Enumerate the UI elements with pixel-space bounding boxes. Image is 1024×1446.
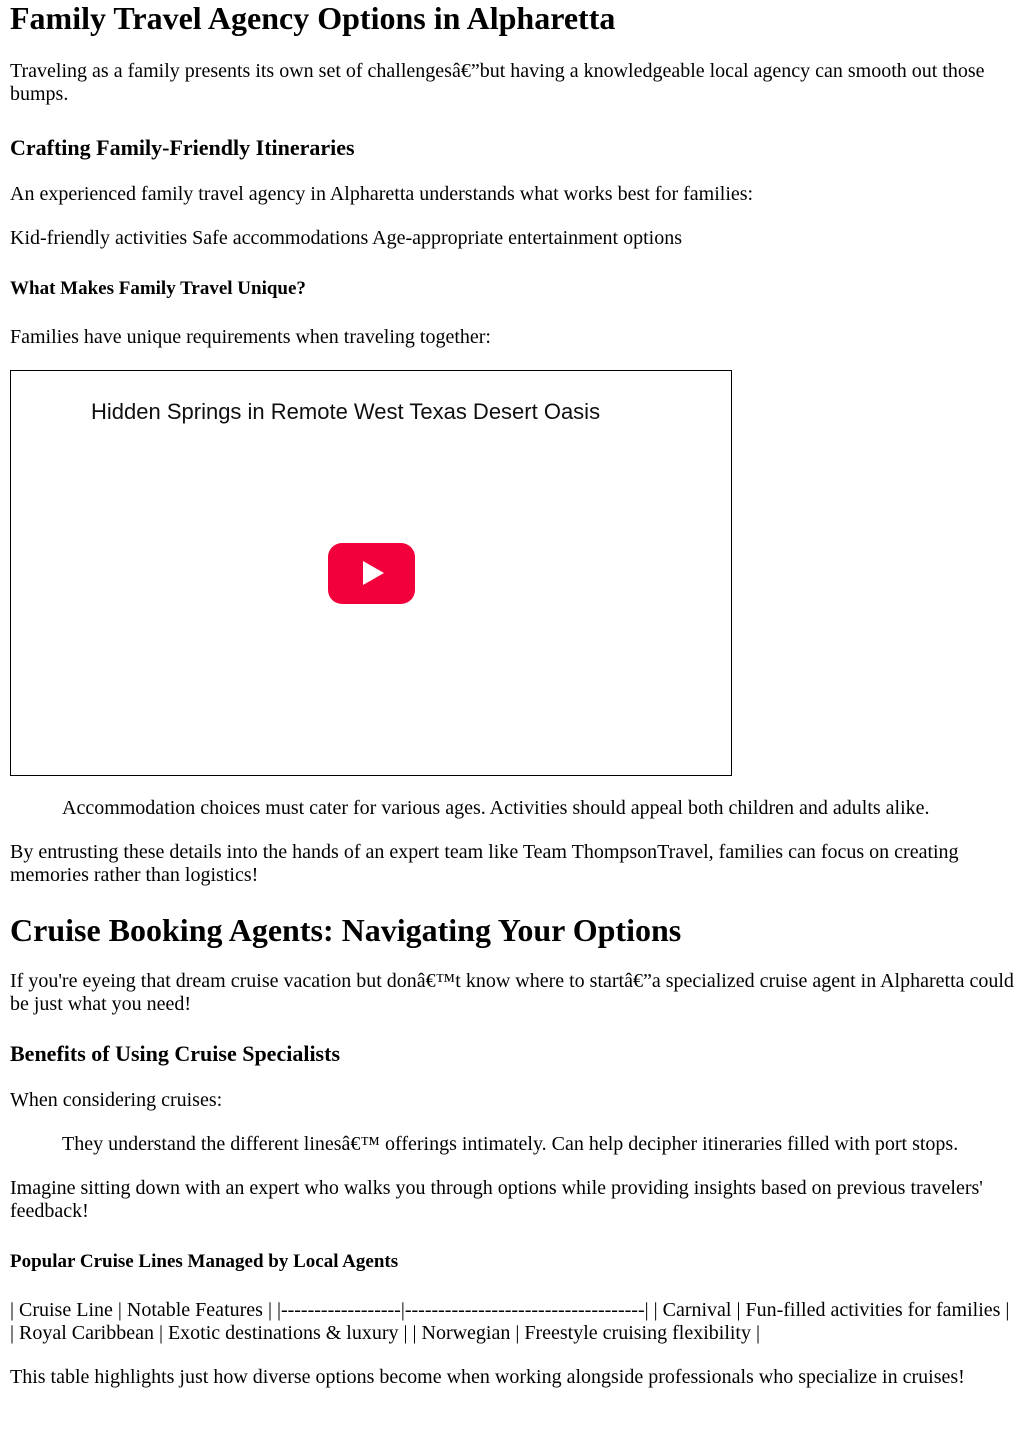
itineraries-lead: An experienced family travel agency in Alpharetta understands what works best for families: [10,183,754,205]
family-list-text: Kid-friendly activities Safe accommodations Age-appropriate entertainment options [10,227,683,249]
cruise-benefits-text: They understand the different linesâ€™ offerings intimately. Can help decipher itineraries filled with port stops. [62,1133,959,1155]
subheading-family-unique: What Makes Family Travel Unique? [10,278,306,299]
cruise-expert-paragraph: Imagine sitting down with an expert who walks you through options while providing insights based on previous travelers' feedback! [10,1177,983,1222]
subheading-popular-cruise-lines: Popular Cruise Lines Managed by Local Agents [10,1251,399,1272]
cruise-lead: When considering cruises: [10,1089,223,1111]
cruise-intro-paragraph: If you're eyeing that dream cruise vacation but donâ€™t know where to startâ€”a specialized cruise agent in Alpharetta could be just what you need! [10,970,1014,1015]
youtube-play-icon[interactable] [328,543,415,604]
section-heading-cruise-specialists: Benefits of Using Cruise Specialists [10,1041,340,1066]
page-title: Family Travel Agency Options in Alpharetta [10,0,616,36]
family-unique-lead: Families have unique requirements when traveling together: [10,326,491,348]
video-embed[interactable] [10,370,732,776]
family-closing-paragraph: By entrusting these details into the hands of an expert team like Team ThompsonTravel, families can focus on creating memories rather than logistics! [10,841,959,886]
video-title[interactable]: Hidden Springs in Remote West Texas Desert Oasis [91,399,601,424]
intro-paragraph: Traveling as a family presents its own set of challengesâ€”but having a knowledgeable local agency can smooth out those bumps. [10,60,985,105]
cruise-closing-paragraph: This table highlights just how diverse options become when working alongside professionals who specialize in cruises! [10,1366,965,1388]
accommodation-text: Accommodation choices must cater for various ages. Activities should appeal both children and adults alike. [62,797,930,819]
cruise-lines-table-text: | Cruise Line | Notable Features | |------------------|------------------------------------| | Carnival | Fun-filled activities for families | | Royal Caribbean | Exotic destinations & luxury | | Norwegian | Freestyle cruising flexibility | [10,1299,1010,1344]
section-title-cruise: Cruise Booking Agents: Navigating Your Options [10,912,682,948]
section-heading-itineraries: Crafting Family-Friendly Itineraries [10,135,355,160]
